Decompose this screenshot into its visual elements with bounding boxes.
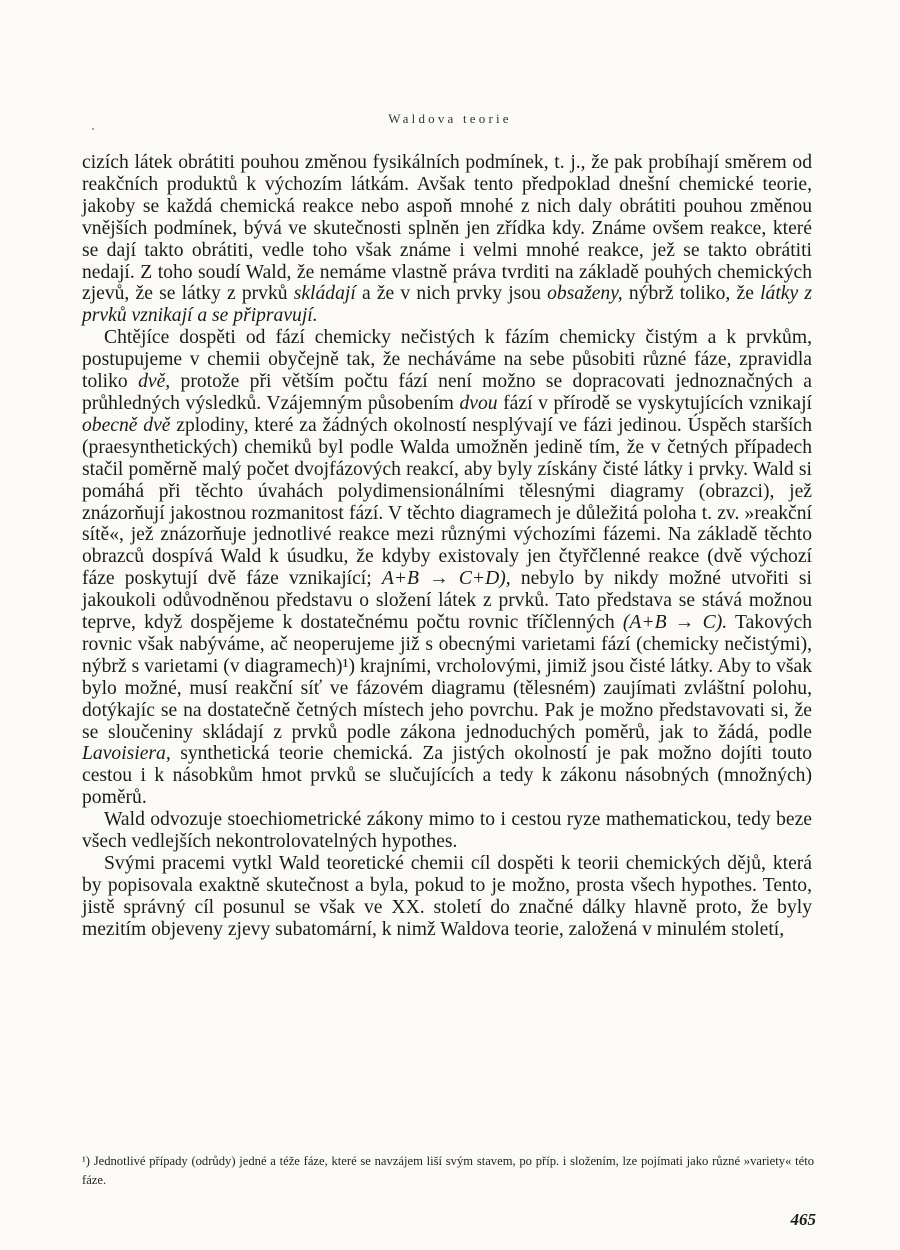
text-run: Wald odvozuje stoechiometrické zákony mimo to i cestou ryze mathematickou, tedy beze všech vedlejších nekontrolovatelných hypothes. [82,809,812,853]
text-run: cizích látek obrátiti pouhou změnou fysikálních podmínek, t. j., že pak probíhají směrem od reakčních produktů k výchozím látkám. Avšak tento předpoklad dnešní chemické teorie, jakoby se každá chemická reakce nebo aspoň mnohé z nich daly obrátiti pouhou změnou vnějších podmínek, bývá ve skutečnosti splněn jen zřídka kdy. Známe ovšem reakce, které se dají takto obrátiti, vedle toho však známe i velmi mnohé reakce, jež se takto obrátiti nedají. Z toho soudí Wald, že nemáme vlastně práva tvrditi na základě pouhých chemických zjevů, že se látky z prvků [82,152,812,305]
print-speck [92,128,94,130]
text-run: Chtějíce dospěti od fází chemicky nečistých k fázím chemicky čistým a k prvkům, postupujeme v chemii obyčejně tak, že necháváme na sebe působiti různé fáze, zpravidla toliko [82,327,812,393]
running-header: Waldova teorie [388,111,512,126]
paragraph-1 [82,152,812,327]
paragraph-3 [82,809,812,853]
text-run: Takových rovnic však nabýváme, ač neoperujeme již s obecnými varietami fází (chemicky nečistými), nýbrž s varietami (v diagramech)¹) krajními, vrcholovými, jimiž jsou čisté látky. Aby to však bylo možné, musí reakční síť ve fázovém diagramu (tělesném) zaujímati zvláštní polohu, dotýkajíc se na dostatečně četných místech jeho povrchu. Pak je možno představovati si, že se sloučeniny skládají z prvků podle zákona jednoduchých poměrů, jak to žádá, podle [82,612,812,743]
text-run: zplodiny, které za žádných okolností nesplývají ve fázi jedinou. Úspěch starších (praesynthetických) chemiků byl podle Walda umožněn jedině tím, že v četných případech stačil poměrně malý počet dvojfázových reakcí, aby byly získány čisté látky i prvky. Wald si pomáhá při těchto úvahách polydimensionálními tělesnými diagramy (obrazci), jež znázorňují jakostnou rozmanitost fází. V těchto diagramech je důležitá poloha t. zv. »reakční sítě«, jež znázorňuje jednotlivé reakce mezi různými výchozími fázemi. Na základě těchto obrazců dospívá Wald k úsudku, že kdyby existovaly jen čtyřčlenné reakce (dvě výchozí fáze poskytují dvě fáze vznikající; [82,414,812,590]
footnote [82,1152,814,1190]
text-run: Svými pracemi vytkl Wald teoretické chemii cíl dospěti k teorii chemických dějů, která by popisovala exaktně skutečnost a byla, pokud to je možno, prosta všech hypothes. Tento, jistě správný cíl posunul se však ve XX. století do značné dálky hlavně proto, že byly mezitím objeveny zjevy subatomární, k nimž Waldova teorie, založená v minulém století, [82,853,812,940]
text-run: nebylo by nikdy možné utvořiti si jakoukoli odůvodněnou představu o složení látek z prvků. Tato představa se stává možnou teprve, když dospějeme k dostatečnému počtu rovnic tříčlenných [82,568,812,634]
main-text [82,152,812,941]
page-number: 465 [790,1210,816,1229]
text-run: synthetická teorie chemická. Za jistých okolností je pak možno dojíti touto cestou i k násobkům hmot prvků se slučujících a tedy k zákonu násobných (množných) poměrů. [82,743,812,809]
italic-run: Lavoisiera, [82,743,171,765]
italic-run: látky z prvků vznikají a se připravují. [82,283,812,327]
paragraph-2 [82,327,812,809]
italic-run: obsaženy, [547,283,623,305]
text-run: fází v přírodě se vyskytujících vznikají [497,392,812,414]
paragraph-4 [82,853,812,941]
text-run: protože při větším počtu fází není možno se dopracovati jednoznačných a průhledných výsledků. Vzájemným působením [82,371,812,414]
footnote-text: ¹) Jednotlivé případy (odrůdy) jedné a téže fáze, které se navzájem liší svým stavem, po příp. i složením, lze pojímati jako různé »variety« této fáze. [82,1154,814,1187]
italic-run: A+B → C+D), [381,568,511,590]
text-run: a že v nich prvky jsou [355,283,548,305]
italic-run: dvou [459,392,498,414]
italic-run: (A+B → C). [622,612,728,634]
italic-run: dvě, [138,371,171,393]
italic-run: obecně dvě [82,414,171,436]
italic-run: skládají [293,283,356,305]
text-run: nýbrž toliko, že [622,283,761,305]
